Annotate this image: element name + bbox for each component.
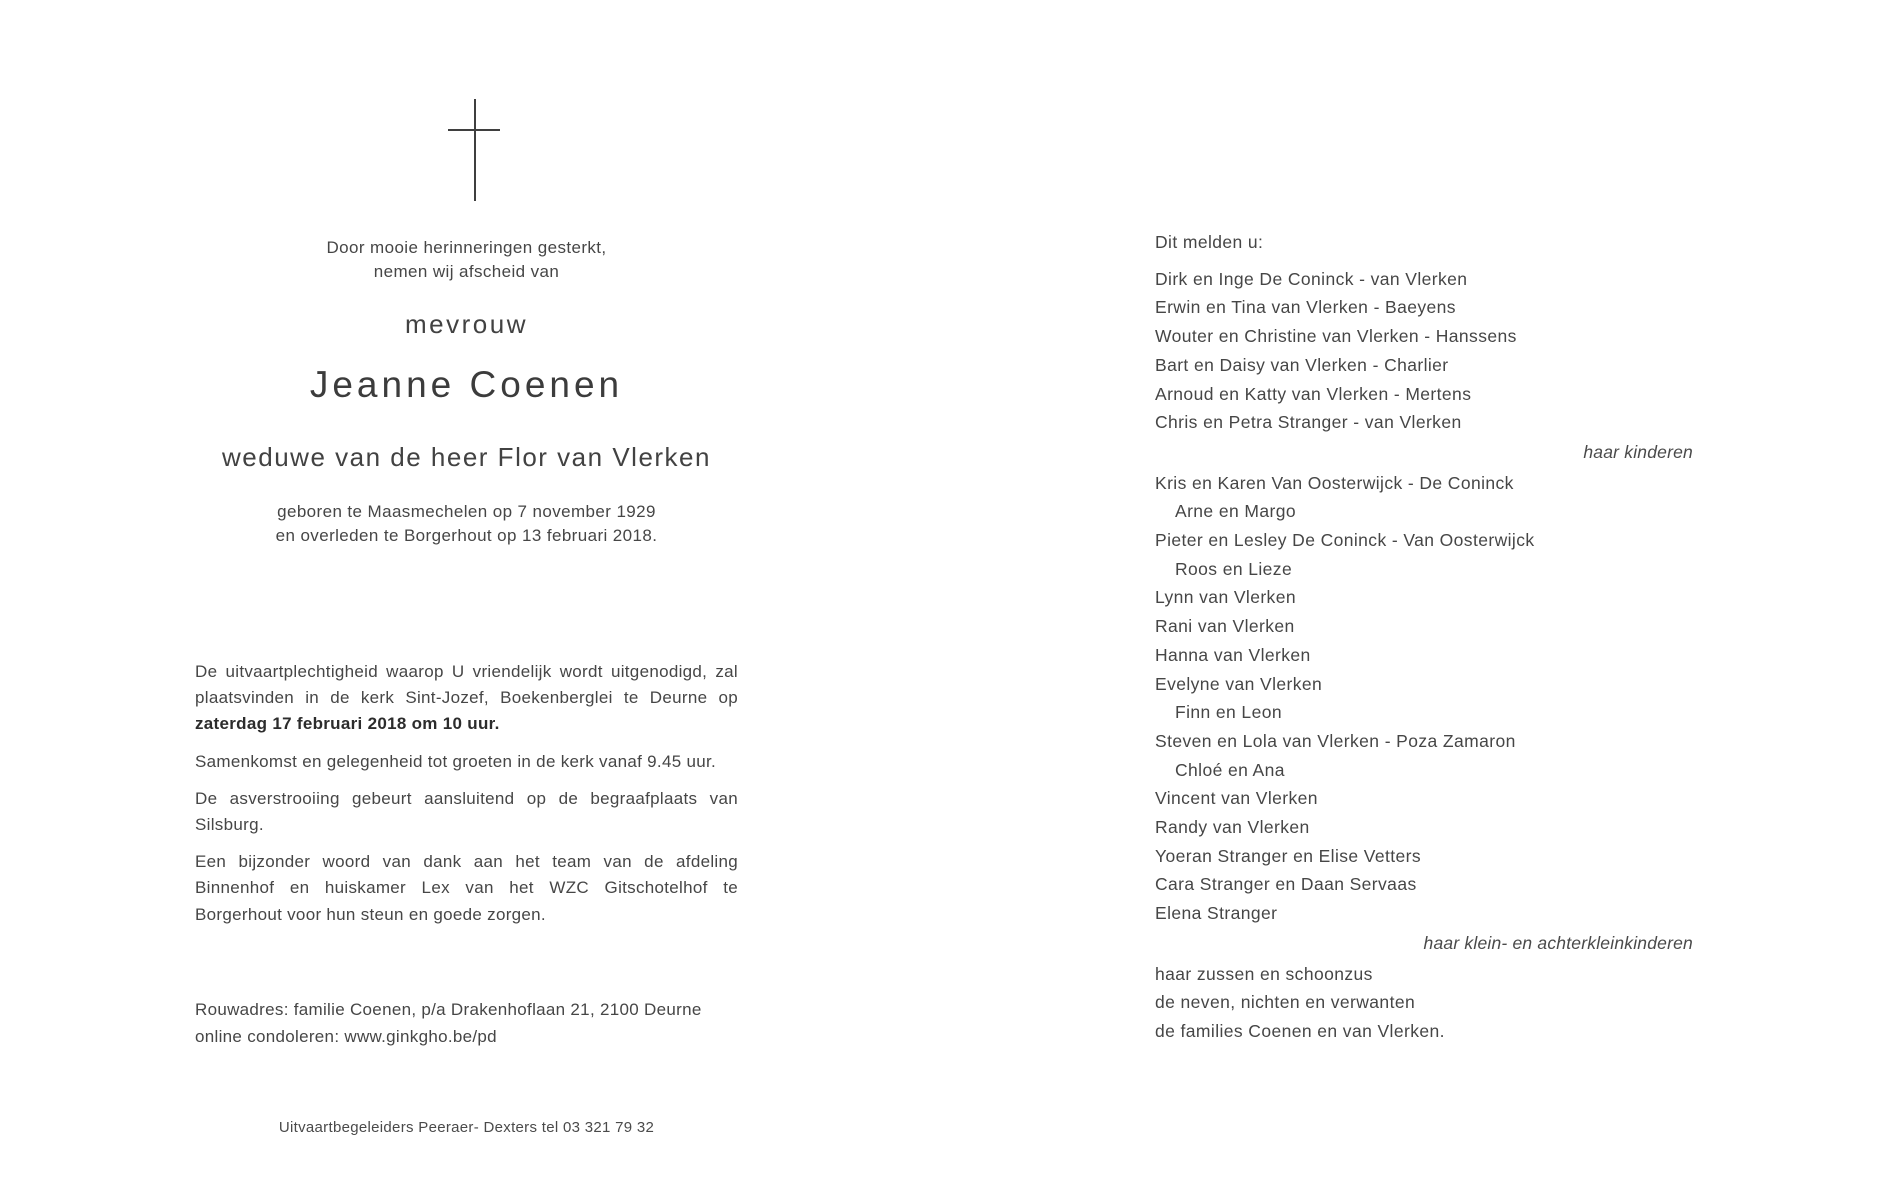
gathering-paragraph: Samenkomst en gelegenheid tot groeten in de kerk vanaf 9.45 uur. (195, 751, 717, 771)
thanks-paragraph: Een bijzonder woord van dank aan het team van de afdeling Binnenhof en huiskamer Lex van het WZC Gitschotelhof te Borgerhout voor hun steun en goede zorgen. (195, 852, 738, 924)
role-label: haar kinderen (1583, 442, 1693, 463)
announcement-header: Dit melden u: (1155, 232, 1264, 252)
family-line: Finn en Leon (1175, 702, 1282, 723)
family-line: de neven, nichten en verwanten (1155, 992, 1416, 1013)
family-line: Chris en Petra Stranger - van Vlerken (1155, 412, 1462, 433)
family-line: Dirk en Inge De Coninck - van Vlerken (1155, 268, 1468, 289)
family-line: Steven en Lola van Vlerken - Poza Zamaron (1155, 730, 1516, 751)
family-line: Rani van Vlerken (1155, 616, 1295, 637)
family-line: Elena Stranger (1155, 903, 1278, 924)
family-list (1155, 265, 1693, 1046)
family-line: haar zussen en schoonzus (1155, 963, 1373, 984)
family-line: Yoeran Stranger en Elise Vetters (1155, 845, 1422, 866)
family-line: Cara Stranger en Daan Servaas (1155, 874, 1417, 895)
family-line: Randy van Vlerken (1155, 817, 1310, 838)
announcement-column (1155, 228, 1693, 1046)
funeral-paragraph (195, 659, 738, 738)
ashes-paragraph: De asverstrooiing gebeurt aansluitend op de begraafplaats van Silsburg. (195, 788, 738, 835)
family-line: Hanna van Vlerken (1155, 644, 1311, 665)
death-line: en overleden te Borgerhout op 13 februari 2018. (275, 526, 658, 545)
relation-line: weduwe van de heer Flor van Vlerken (222, 442, 711, 472)
birth-line: geboren te Maasmechelen op 7 november 1929 (277, 502, 656, 521)
mourning-address-line: Rouwadres: familie Coenen, p/a Drakenhoflaan 21, 2100 Deurne (195, 1000, 702, 1019)
funeral-date-bold: zaterdag 17 februari 2018 om 10 uur. (195, 714, 500, 734)
intro-line-1: Door mooie herinneringen gesterkt, (326, 238, 607, 257)
undertaker-footer: Uitvaartbegeleiders Peeraer- Dexters tel 03 321 79 32 (278, 1119, 655, 1136)
birth-death-lines (195, 500, 738, 548)
salutation: mevrouw (405, 309, 528, 339)
condolence-line: online condoleren: www.ginkgho.be/pd (195, 1027, 497, 1046)
funeral-text: De uitvaartplechtigheid waarop U vriendelijk wordt uitgenodigd, zal plaatsvinden in de kerk Sint-Jozef, Boekenberglei te Deurne op (195, 662, 738, 708)
contact-block (195, 996, 738, 1050)
cross-icon (448, 99, 500, 201)
cross-horizontal-bar (448, 129, 500, 131)
announcement-paragraphs (195, 659, 738, 939)
family-line: Erwin en Tina van Vlerken - Baeyens (1155, 297, 1456, 318)
family-line: Arnoud en Katty van Vlerken - Mertens (1155, 383, 1472, 404)
family-line: Bart en Daisy van Vlerken - Charlier (1155, 354, 1449, 375)
family-line: Evelyne van Vlerken (1155, 673, 1323, 694)
family-line: Roos en Lieze (1175, 558, 1293, 579)
cross-vertical-bar (474, 99, 476, 201)
family-line: Pieter en Lesley De Coninck - Van Oosterwijck (1155, 530, 1535, 551)
family-line: Kris en Karen Van Oosterwijck - De Coninck (1155, 472, 1514, 493)
family-line: Chloé en Ana (1175, 759, 1285, 780)
family-line: Vincent van Vlerken (1155, 788, 1318, 809)
family-line: Arne en Margo (1175, 501, 1296, 522)
intro-text (195, 236, 738, 284)
deceased-name: Jeanne Coenen (309, 364, 624, 405)
family-line: Wouter en Christine van Vlerken - Hanssens (1155, 326, 1517, 347)
role-label: haar klein- en achterkleinkinderen (1423, 933, 1693, 954)
family-line: de families Coenen en van Vlerken. (1155, 1020, 1445, 1041)
intro-line-2: nemen wij afscheid van (373, 262, 560, 281)
family-line: Lynn van Vlerken (1155, 587, 1296, 608)
